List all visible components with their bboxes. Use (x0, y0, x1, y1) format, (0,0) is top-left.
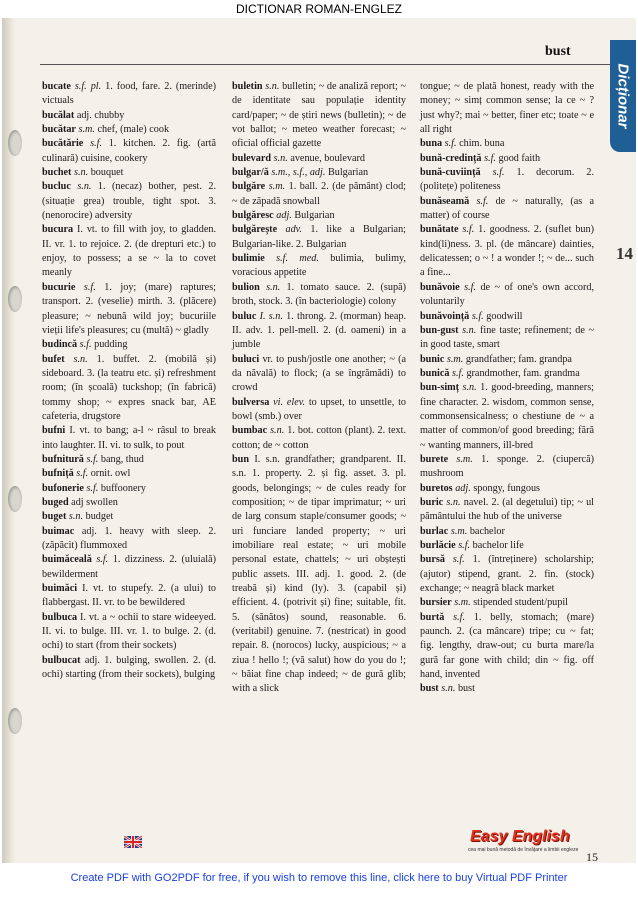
dictionary-entry (420, 166, 594, 195)
headword: buluc (232, 310, 257, 322)
headword: bunătate (420, 224, 459, 236)
dictionary-entry (232, 310, 406, 353)
headword: burlăcie (420, 540, 456, 551)
dictionary-entry (42, 510, 216, 524)
dictionary-entry (42, 180, 216, 223)
grammar-label: s.n. (462, 324, 477, 336)
dictionary-entry (232, 453, 406, 697)
dictionary-entry (42, 467, 216, 481)
headword: bust (420, 683, 439, 695)
grammar-label: I. s.n. (259, 310, 283, 322)
headword: bulevard (232, 152, 272, 164)
grammar-label: s.m. (450, 525, 468, 537)
dictionary-entry (420, 223, 594, 280)
headword: bunic (420, 353, 445, 365)
grammar-label: s.m. (78, 124, 95, 136)
headword: bulversa (232, 396, 270, 408)
headword: buna (420, 138, 443, 150)
entry-definition: 1. joy; (mare) raptures; transport. 2. (veselie) mirth. 3. (plăcere) pleasure; ~ nebună wild joy; bucuriile vieții life's pleasures; cu (multă) ~ gladly (42, 281, 216, 336)
dictionary-entry (42, 553, 216, 582)
entry-definition: 1. tomato sauce. 2. (supă) broth, stock. 3. (în bacteriologie) colony (232, 281, 406, 308)
entry-definition: budget (85, 511, 114, 523)
entry-definition: chef, (male) cook (97, 124, 170, 136)
grammar-label: s.n. (265, 81, 280, 92)
dictionary-entry (232, 396, 406, 425)
entry-definition: buffoonery (100, 482, 146, 494)
dictionary-page (2, 18, 636, 863)
headword: burete (420, 453, 449, 465)
grammar-label: s.f. (79, 339, 92, 351)
running-head: bust (545, 44, 571, 59)
entry-definition: fine taste; refinement; de ~ in good taste, smart (420, 324, 595, 351)
dictionary-entry (420, 496, 594, 525)
grammar-label: vi. elev. (273, 396, 306, 408)
dictionary-entry (420, 367, 594, 381)
grammar-label: adj. (276, 210, 292, 222)
dictionary-entry (42, 654, 216, 683)
entry-definition: adj. 1. heavy with sleep. 2. (zăpăcit) flummoxed (42, 525, 216, 551)
logo-text: Easy English (470, 828, 570, 845)
entry-definition: bust (457, 683, 475, 695)
headword: bun-gust (420, 324, 459, 336)
headword: bulgăre (232, 181, 266, 193)
grammar-label: s.m. (268, 181, 286, 193)
grammar-label: s.f. (444, 138, 457, 150)
headword: buget (42, 511, 67, 523)
dictionary-entry (420, 80, 594, 137)
dictionary-entry (42, 525, 216, 554)
headword: bucălat (42, 109, 75, 121)
headword: buimac (42, 525, 75, 537)
go2pdf-footer-link[interactable]: Create PDF with GO2PDF for free, if you wish to remove this line, click here to buy Virtual PDF Printer (70, 872, 568, 884)
entry-column-1 (42, 80, 216, 682)
grammar-label: s.f. (484, 152, 496, 164)
dictionary-entry (232, 424, 406, 453)
dictionary-entry (420, 137, 594, 151)
entry-definition: 1. kitchen. 2. fig. (artă culinară) cuisine, cookery (42, 138, 217, 164)
grammar-label: s.n. (68, 511, 84, 523)
entry-definition: bachelor (469, 525, 505, 537)
entry-definition: I. vt. to bang; a-l ~ râsul to break into laughter. II. vi. to sulk, to pout (42, 425, 217, 451)
grammar-label: s.n. (446, 496, 461, 508)
headword: buchet (42, 167, 72, 179)
entry-definition: good faith (498, 152, 541, 164)
entry-definition: navel. 2. (al degetului) tip; ~ ul pământului the hub of the universe (420, 496, 595, 523)
headword: bunăvoie (420, 281, 460, 293)
headword: buged (42, 496, 69, 508)
grammar-label: s.n. (266, 281, 281, 293)
entry-definition: de ~ naturally, (as a matter) of course (420, 195, 594, 222)
grammar-label: s.f. (453, 611, 466, 623)
grammar-label: s.f. (464, 281, 476, 293)
headword: bunăvoință (420, 310, 470, 322)
dictionary-entry (232, 152, 406, 166)
entry-definition: 1. food, fare. 2. (merinde) victuals (42, 81, 217, 107)
page-number: 15 (586, 850, 598, 863)
headword: bursă (420, 554, 445, 566)
headword: bun-simț (420, 382, 460, 394)
headword: buimăci (42, 583, 78, 595)
entry-definition: Bulgarian (327, 167, 369, 179)
entry-definition: 1. ball. 2. (de pământ) clod; ~ de zăpadă snowball (232, 181, 406, 207)
grammar-label: adv. (285, 224, 302, 236)
entry-definition: 1. goodness. 2. (suflet bun) kind(li)ness. 3. pl. (de mâncare) dainties, delicatessen; o ~ ! a wonder !; ~ de... such a fine... (420, 224, 594, 279)
entry-definition: pudding (94, 339, 128, 351)
dictionary-entry (232, 80, 406, 152)
dictionary-entry (42, 281, 216, 338)
entry-definition: 1. bot. cotton (plant). 2. text. cotton; de ~ cotton (232, 425, 406, 451)
grammar-label: s.f. (462, 224, 475, 236)
entry-definition: 1. decorum. 2. (politețe) politeness (420, 167, 594, 193)
entry-definition: spongy, fungous (473, 482, 541, 494)
dictionary-entry (42, 353, 216, 425)
dictionary-entry (232, 223, 406, 252)
dictionary-entry (232, 166, 406, 180)
grammar-label: s.f. (90, 138, 102, 150)
dictionary-entry (232, 281, 406, 310)
headword: bun (232, 453, 249, 465)
headword: bulgăresc (232, 210, 274, 222)
dictionary-entry (420, 152, 594, 166)
grammar-label: s.n. (73, 353, 88, 365)
dictionary-entry (420, 596, 594, 610)
headword: bulimie (232, 253, 265, 265)
entry-definition: bang, thud (100, 453, 144, 465)
entry-definition: bouquet (90, 167, 124, 179)
entry-definition: tongue; ~ de plată honest, ready with the money; ~ simț common sense; la ce ~ ? just why?; mai ~ better, finer etc; toate ~ e all right (420, 81, 594, 136)
dictionary-entry (420, 310, 594, 324)
entry-definition: to upset, to unsettle, to bowl (smb.) over (232, 396, 407, 422)
binder-hole (8, 286, 22, 312)
entry-definition: adj. 1. bulging, swollen. 2. (d. ochi) starting (from their sockets), bulging (42, 654, 216, 681)
dictionary-entry (420, 682, 594, 696)
dictionary-entry (232, 353, 406, 396)
grammar-label: s.m. (456, 453, 473, 465)
grammar-label: s.f. pl. (74, 81, 102, 92)
headword: bufet (42, 353, 65, 365)
dictionary-entry (420, 381, 594, 453)
dictionary-entry (232, 252, 406, 281)
headword: bumbac (232, 425, 268, 437)
side-tab-label: Dicționar (614, 63, 632, 129)
entry-definition: Bulgarian (294, 210, 335, 222)
headword: bufonerie (42, 482, 84, 494)
entry-definition: adj. chubby (76, 109, 125, 121)
headword: burtă (420, 611, 445, 623)
headword: bulgărește (232, 224, 278, 236)
dictionary-entry (42, 123, 216, 137)
entry-definition: grandmother, fam. grandma (466, 367, 580, 379)
entry-definition: 1. sponge. 2. (ciupercă) mushroom (420, 453, 594, 480)
entry-definition: 1. throng. 2. (morman) heap. II. adv. 1. pell-mell. 2. (d. oameni) in a jumble (232, 310, 407, 351)
entry-definition: grandfather; fam. grandpa (465, 353, 572, 365)
headword: buretos (420, 482, 453, 494)
headword: bucate (42, 81, 71, 92)
grammar-label: s.f. (86, 453, 99, 465)
headword: budincă (42, 339, 78, 351)
entry-definition: stipended student/pupil (473, 597, 569, 609)
headword: bulbuca (42, 611, 78, 623)
headword: buric (420, 496, 444, 508)
logo-tagline: cea mai bună metodă de învățare a limbii engleze (468, 847, 579, 853)
dictionary-entry (42, 453, 216, 467)
entry-definition: I. s.n. grandfather; grandparent. II. s.n. 1. property. 2. și fig. asset. 3. pl. goods, belongings; ~ de cules ready for composition; ~ de tipar imprimatur; ~ uri de larg consum staple/consumer goods; ~ uri funciare landed property; ~ uri imobiliare real estate; ~ uri mobile personal estate, chattels; ~ uri obștești public assets. III. adj. 1. good. 2. (de treabă și) kind (ly). 3. (capabil și) efficient. 4. (potrivit și) fine; suitable, fit. 5. (sănătos) sound, reasonable. 6. (veritabil) genuine. 7. (nestricat) in good repair. 8. (norocos) lucky, auspicious; ~ a ziua ! hello !; (vă salut) how do you do !; ~ băiat fine chap indeed; ~ de gură glib; with a slick (232, 453, 407, 695)
dictionary-entry (42, 109, 216, 123)
grammar-label: s.n. (441, 683, 456, 695)
binder-hole (8, 130, 22, 156)
side-number: 14 (616, 244, 633, 263)
headword: bucătărie (42, 138, 84, 150)
dictionary-entry (420, 281, 594, 310)
headword: bună-credință (420, 152, 482, 164)
grammar-label: s.n. (77, 181, 92, 193)
headword: bulion (232, 281, 260, 293)
entry-column-3 (420, 80, 594, 697)
entry-definition: 1. belly, stomach; (mare) paunch. 2. (ca mâncare) tripe; cu ~ fat; fig. lengthy, draw-out; cu burta mare/la gură far gone with child; din ~ fig. off hand, invented (420, 611, 595, 681)
entry-definition: I. vt. to stupefy. 2. (a ului) to flabbergast. II. vr. to be bewildered (42, 583, 216, 609)
side-tab (610, 40, 636, 152)
grammar-label: adj. (455, 482, 471, 494)
entry-definition: ornit. owl (90, 468, 131, 480)
headword: bufniță (42, 468, 74, 480)
entry-definition: adj swollen (71, 496, 118, 508)
grammar-label: s.n. (273, 152, 288, 164)
headword: bulgar/ă (232, 167, 269, 179)
headword: bucătar (42, 124, 76, 136)
dictionary-entry (420, 539, 594, 553)
dictionary-entry (420, 353, 594, 367)
grammar-label: s.m. (446, 353, 464, 365)
headword: bucluc (42, 181, 71, 193)
binder-hole (8, 486, 22, 512)
grammar-label: s.m. (454, 597, 471, 609)
dictionary-entry (42, 482, 216, 496)
dictionary-entry (42, 424, 216, 453)
grammar-label: s.f. (452, 367, 464, 379)
headword: bufnitură (42, 453, 84, 465)
entry-definition: bulimia, bulimy, voracious appetite (232, 253, 406, 279)
dictionary-entry (232, 180, 406, 209)
dictionary-entry (420, 611, 594, 683)
dictionary-entry (42, 80, 216, 109)
entry-definition: I. vt. a ~ ochii to stare wideeyed. II. vi. to bulge. III. vr. 1. to bulge. 2. (d. ochi) to start (from their sockets) (42, 611, 216, 652)
entry-definition: avenue, boulevard (290, 152, 365, 164)
dictionary-entry (420, 525, 594, 539)
entry-definition: 1. (întreținere) scholarship; (ajutor) stipend, grant. 2. fin. (stock) exchange; ~ neagră black market (420, 554, 595, 595)
dictionary-entry (42, 137, 216, 166)
entry-definition: 1. good-breeding, manners; fine character. 2. wisdom, common sense, commonsensicalness; o chestiune de ~ a matter of common/of good breeding; fără ~ wanting manners, ill-bred (420, 382, 594, 451)
grammar-label: s.n. (270, 425, 285, 437)
easy-english-logo (462, 828, 580, 854)
grammar-label: s.n. (462, 382, 477, 394)
headword: bucura (42, 224, 74, 236)
entry-definition: 1. like a Bulgarian; Bulgarian-like. 2. Bulgarian (232, 224, 406, 250)
dictionary-entry (420, 453, 594, 482)
entry-definition: 1. buffet. 2. (mobilă și) sideboard. 3. (la teatru etc. și) refreshment room; (în școală) tuckshop; (în fabrică) tommy shop; ~ expres snack bar, AE cafeteria, drugstore (42, 353, 217, 422)
entry-definition: 1. (necaz) bother, pest. 2. (situație grea) trouble, tight spot. 3. (nenorocire) adversity (42, 181, 217, 222)
headword: buimăceală (42, 554, 92, 566)
grammar-label: s.f. med. (276, 253, 319, 265)
dictionary-entry (42, 611, 216, 654)
header-rule (40, 64, 610, 65)
dictionary-entry (42, 582, 216, 611)
headword: bucurie (42, 281, 76, 293)
headword: bulbucat (42, 654, 81, 666)
dictionary-entry (42, 338, 216, 352)
headword: buletin (232, 81, 263, 92)
entry-definition: 1. dizziness. 2. (uluială) bewilderment (42, 554, 217, 580)
entry-definition: goodwill (486, 310, 523, 322)
grammar-label: s.f. (471, 310, 484, 322)
headword: buluci (232, 353, 260, 365)
dictionary-entry (420, 195, 594, 224)
grammar-label: s.f. (76, 468, 89, 480)
headword: bunăseamă (420, 195, 470, 207)
headword: bună-cuviință (420, 167, 481, 179)
grammar-label: s.n. (73, 167, 89, 179)
headword: bufni (42, 425, 66, 437)
dictionary-entry (42, 223, 216, 280)
entry-definition: bulletin; ~ de analiză report; ~ de identitate sau populație identity card/paper; ~ de știri news (bulletin); ~ de vot ballot; ~ meteo weather forecast; ~ oficial official gazette (232, 81, 407, 150)
dictionary-entry (42, 166, 216, 180)
entry-definition: chim. buna (459, 138, 505, 150)
grammar-label: s.f. (86, 482, 99, 494)
entry-column-2 (232, 80, 406, 697)
dictionary-entry (420, 553, 594, 596)
binder-hole (8, 708, 22, 734)
dictionary-entry (420, 324, 594, 353)
grammar-label: s.f. (458, 540, 471, 551)
headword: bursier (420, 597, 452, 609)
headword: burlac (420, 525, 449, 537)
grammar-label: s.f. (476, 195, 489, 207)
entry-definition: de ~ of one's own accord, voluntarily (420, 281, 595, 308)
grammar-label: s.f. (452, 554, 465, 566)
uk-flag-icon (124, 836, 142, 848)
entry-definition: bachelor life (472, 540, 524, 551)
entry-definition: I. vt. to fill with joy, to gladden. II. vr. 1. to rejoice. 2. (de drepturi etc.) to enjoy, to possess; a se ~ la to covet meanly (42, 224, 217, 279)
headword: bunică (420, 367, 450, 379)
grammar-label: s.f. (492, 167, 505, 179)
entry-definition: vr. to push/jostle one another; ~ (a da năvală) to flock; (a se îngrămădi) to crowd (232, 353, 406, 394)
dictionary-entry (420, 482, 594, 496)
grammar-label: s.m., s.f., adj. (271, 167, 326, 179)
grammar-label: s.f. (83, 281, 96, 293)
dictionary-entry (42, 496, 216, 510)
document-header: DICTIONAR ROMAN-ENGLEZ (235, 2, 402, 16)
dictionary-entry (232, 209, 406, 223)
grammar-label: s.f. (96, 554, 109, 566)
